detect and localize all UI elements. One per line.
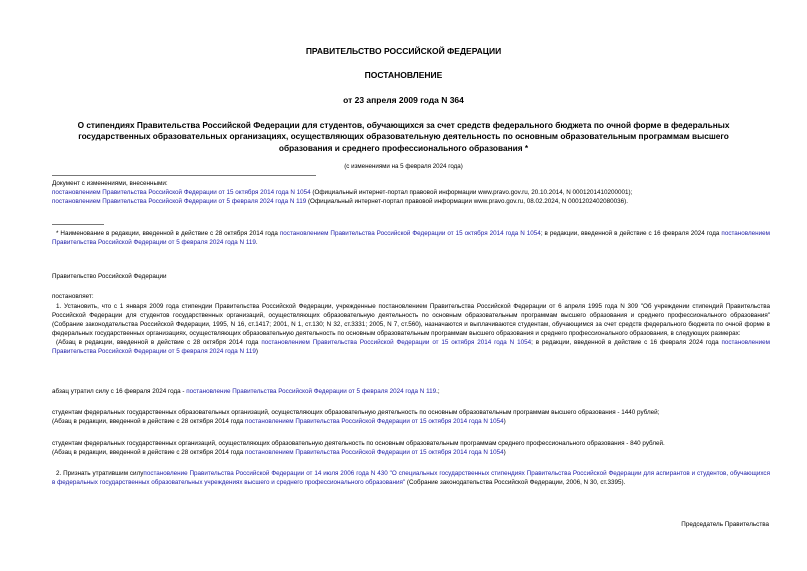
- paragraph-2: [52, 470, 770, 488]
- higher-education-paragraph: [52, 409, 770, 427]
- paragraph-2-text: (Собрание законодательства Российской Федерации, 2006, N 30, ст.3395).: [405, 478, 626, 486]
- paragraph-2-text: 2. Признать утратившим силу: [56, 470, 144, 477]
- footnote-text: * Наименование в редакции, введенной в действие с 28 октября 2014 года: [56, 230, 280, 237]
- government-line: [52, 273, 770, 282]
- edition-text: ): [503, 417, 506, 425]
- amendments-intro: Документ с изменениями, внесенными:: [52, 180, 168, 187]
- edition-link-1054[interactable]: постановлением Правительства Российской Федерации от 15 октября 2014 года N 1054: [261, 338, 532, 346]
- footnote-text: ; в редакции, введенной в действие с 16 февраля 2024 года: [540, 230, 722, 237]
- repealed-decree-link-430[interactable]: постановление Правительства Российской Федерации от 14 июля 2006 года N 430 "О специальных государственных стипендиях Правительства Российской Федерации для аспирантов и студентов, обучающихся в федеральных государственных образовательных учреждениях высшего и среднего профессионального образования": [52, 470, 770, 486]
- decrees-text: постановляет:: [52, 293, 94, 300]
- government-text: Правительство Российской Федерации: [52, 273, 167, 280]
- amendments-block: [52, 180, 770, 207]
- paragraph-1: [52, 303, 770, 357]
- edition-link-1054[interactable]: постановлением Правительства Российской Федерации от 15 октября 2014 года N 1054: [245, 448, 504, 456]
- signature: Председатель Правительства: [681, 521, 769, 528]
- amendment-source: (Официальный интернет-портал правовой информации www.pravo.gov.ru, 08.02.2024, N 0001202402080036).: [306, 197, 628, 205]
- amendment-item: [52, 189, 770, 198]
- edition-link-1054[interactable]: постановлением Правительства Российской Федерации от 15 октября 2014 года N 1054: [245, 417, 504, 425]
- lost-force-link-119[interactable]: постановление Правительства Российской Федерации от 5 февраля 2024 года N 119: [186, 388, 437, 395]
- spo-text: студентам федеральных государственных организаций, осуществляющих образовательную деятельность по основным образовательным программам среднего профессионального образования - 840 рублей.: [52, 440, 665, 447]
- amendment-item: [52, 198, 770, 207]
- edition-text: ): [503, 448, 506, 456]
- document-title: О стипендиях Правительства Российской Федерации для студентов, обучающихся за счет средств федерального бюджета по очной форме в федеральных государственных образовательных организациях, осуществляющих образовательную деятельность по основным образовательным программам высшего образования и среднего профессионального образования *: [77, 120, 730, 153]
- amendment-link-119[interactable]: постановлением Правительства Российской Федерации от 5 февраля 2024 года N 119: [52, 197, 307, 205]
- footnote-divider: [52, 224, 104, 225]
- footnote: [52, 230, 770, 248]
- edition-link-119[interactable]: постановлением Правительства Российской Федерации от 5 февраля 2024 года N 119: [52, 338, 770, 355]
- amendment-link-1054[interactable]: постановлением Правительства Российской Федерации от 15 октября 2014 года N 1054: [52, 188, 311, 196]
- edition-text: ): [255, 347, 258, 355]
- amendment-source: (Официальный интернет-портал правовой информации www.pravo.gov.ru, 20.10.2014, N 0001201410200001);: [310, 188, 633, 196]
- edition-text: ; в редакции, введенной в действие с 16 февраля 2024 года: [531, 338, 722, 346]
- edition-text: (Абзац в редакции, введенной в действие с 28 октября 2014 года: [56, 338, 262, 346]
- document-type-heading: ПОСТАНОВЛЕНИЕ: [364, 70, 443, 80]
- spo-edition: [52, 449, 770, 458]
- document-date-number: от 23 апреля 2009 года N 364: [343, 95, 464, 105]
- amendments-divider: [52, 175, 316, 176]
- footnote-link-119[interactable]: постановлением Правительства Российской Федерации от 5 февраля 2024 года N 119: [52, 230, 770, 246]
- revision-note: (с изменениями на 5 февраля 2024 года): [344, 163, 463, 170]
- footnote-link-1054[interactable]: постановлением Правительства Российской Федерации от 15 октября 2014 года N 1054: [279, 230, 541, 237]
- government-heading: ПРАВИТЕЛЬСТВО РОССИЙСКОЙ ФЕДЕРАЦИИ: [305, 46, 502, 56]
- lost-force-text: абзац утратил силу с 16 февраля 2024 года -: [52, 388, 187, 395]
- higher-education-text: студентам федеральных государственных образовательных организаций, осуществляющих образовательную деятельность по основным образовательным программам высшего образования - 1440 рублей;: [52, 409, 660, 416]
- lost-force-paragraph: [52, 388, 770, 397]
- lost-force-text: .;: [436, 388, 440, 395]
- spo-paragraph: [52, 440, 770, 458]
- footnote-text: .: [255, 238, 258, 246]
- edition-text: (Абзац в редакции, введенной в действие с 28 октября 2014 года: [52, 417, 246, 425]
- higher-education-edition: [52, 418, 770, 427]
- paragraph-1-text: 1. Установить, что с 1 января 2009 года стипендии Правительства Российской Федерации, учрежденные постановлением Правительства Российской Федерации от 6 апреля 1995 года N 309 "Об учреждении стипендий Правительства Российской Федерации для студентов государственных организаций, осуществляющих образовательную деятельность по основным образовательным программам высшего образования и среднего профессионального образования" (Собрание законодательства Российской Федерации, 1995, N 16, ст.1417; 2001, N 1, ст.130; N 32, ст.3331; 2005, N 7, ст.560), назначаются и выплачиваются студентам, обучающимся за счет средств федерального бюджета по очной форме в федеральных государственных организациях, осуществляющих образовательную деятельность по основным образовательным программам высшего образования и среднего профессионального образования, в следующих размерах:: [52, 303, 770, 337]
- paragraph-1-edition: [52, 339, 770, 357]
- decrees-line: [52, 293, 770, 302]
- edition-text: (Абзац в редакции, введенной в действие с 28 октября 2014 года: [52, 448, 246, 456]
